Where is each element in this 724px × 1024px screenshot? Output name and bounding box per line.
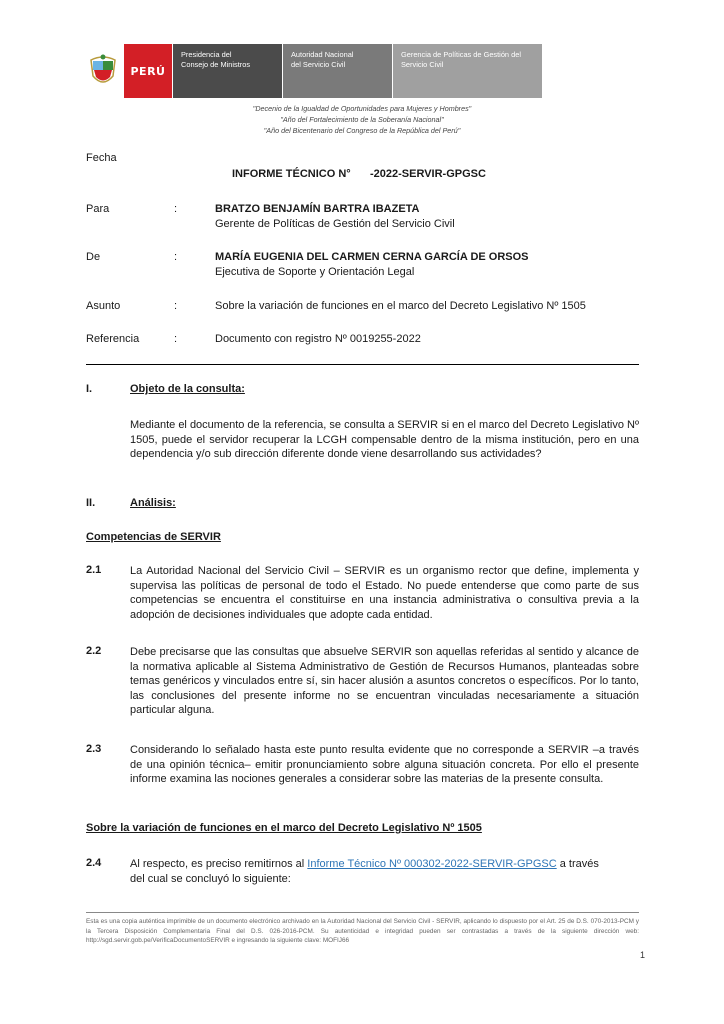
referencia-value: Documento con registro Nº 0019255-2022 bbox=[215, 333, 421, 345]
referencia-colon: : bbox=[174, 333, 178, 345]
para-2-4 bbox=[130, 857, 639, 886]
section1-title: Objeto de la consulta: bbox=[130, 383, 245, 395]
asunto-label: Asunto bbox=[86, 300, 121, 312]
para-role: Gerente de Políticas de Gestión del Servicio Civil bbox=[215, 218, 455, 230]
para-name: BRATZO BENJAMÍN BARTRA IBAZETA bbox=[215, 203, 420, 215]
pcm-logo-box bbox=[172, 44, 282, 98]
para-colon: : bbox=[174, 203, 178, 215]
para-2-4-post: a través bbox=[556, 858, 599, 870]
asunto-colon: : bbox=[174, 300, 178, 312]
report-code: -2022-SERVIR-GPGSC bbox=[370, 168, 486, 180]
de-role: Ejecutiva de Soporte y Orientación Legal bbox=[215, 266, 415, 278]
divider-line bbox=[86, 364, 639, 365]
referencia-label: Referencia bbox=[86, 333, 140, 345]
motto-line-1: "Decenio de la Igualdad de Oportunidades para Mujeres y Hombres" bbox=[252, 104, 472, 113]
para-2-3-number: 2.3 bbox=[86, 743, 102, 755]
servir-line2: del Servicio Civil bbox=[291, 60, 346, 69]
subheading-variacion: Sobre la variación de funciones en el marco del Decreto Legislativo Nº 1505 bbox=[86, 822, 482, 834]
para-2-2-number: 2.2 bbox=[86, 645, 102, 657]
section2-number: II. bbox=[86, 497, 96, 509]
de-name: MARÍA EUGENIA DEL CARMEN CERNA GARCÍA DE ORSOS bbox=[215, 251, 529, 263]
gpgsc-line2: Servicio Civil bbox=[401, 60, 444, 69]
asunto-value: Sobre la variación de funciones en el marco del Decreto Legislativo Nº 1505 bbox=[215, 300, 586, 312]
para-2-1-number: 2.1 bbox=[86, 564, 102, 576]
motto-line-2: "Año del Fortalecimiento de la Soberanía Nacional" bbox=[280, 115, 444, 124]
fecha-label: Fecha bbox=[86, 152, 117, 164]
section1-number: I. bbox=[86, 383, 93, 395]
subheading-competencias: Competencias de SERVIR bbox=[86, 531, 221, 543]
page-number: 1 bbox=[640, 950, 646, 960]
section2-title: Análisis: bbox=[130, 497, 176, 509]
gpgsc-logo-box bbox=[392, 44, 542, 98]
de-label: De bbox=[86, 251, 101, 263]
motto-line-3: "Año del Bicentenario del Congreso de la República del Perú" bbox=[263, 126, 461, 135]
peru-logo: PERÚ bbox=[124, 44, 172, 98]
para-label: Para bbox=[86, 203, 110, 215]
servir-logo-box bbox=[282, 44, 392, 98]
report-title: INFORME TÉCNICO N° bbox=[232, 168, 351, 180]
para-2-2: Debe precisarse que las consultas que absuelve SERVIR son aquellas referidas al sentido y alcance de la normativa aplicable al Sistema Administrativo de Gestión de Recursos Humanos, planteadas sobre temas genéricos y vinculados entre sí, sin hacer alusión a asuntos concretos o específicos. Por lo tanto, las conclusiones del presente informe no se encuentran vinculadas necesariamente a situación particular alguna. bbox=[130, 646, 639, 716]
para-2-4-line2: del cual se concluyó lo siguiente: bbox=[130, 872, 291, 885]
de-colon: : bbox=[174, 251, 178, 263]
coat-of-arms-icon bbox=[86, 44, 120, 98]
informe-tecnico-link[interactable]: Informe Técnico Nº 000302-2022-SERVIR-GPGSC bbox=[307, 858, 557, 870]
para-2-4-number: 2.4 bbox=[86, 857, 102, 869]
header-logo-strip bbox=[86, 44, 542, 98]
servir-line1: Autoridad Nacional bbox=[291, 50, 354, 59]
footer-authenticity-note: Esta es una copia auténtica imprimible de un documento electrónico archivado en la Autoridad Nacional del Servicio Civil - SERVIR, aplicando lo dispuesto por el Art. 25 de D.S. 070-2013-PCM y la Tercera Disposición Complementaria Final del D.S. 026-2016-PCM. Su autenticidad e integridad pueden ser contrastadas a través de la siguiente dirección web: http://sgd.servir.gob.pe/VerificaDocumentoSERVIR e ingresando la siguiente clave: MOFIJ66 bbox=[86, 918, 639, 944]
section1-body: Mediante el documento de la referencia, se consulta a SERVIR si en el marco del Decreto Legislativo Nº 1505, puede el servidor recuperar la LCGH compensable dentro de la misma institución, pero en una dependencia y/o sub dirección diferente donde viene desarrollando sus actividades? bbox=[130, 419, 639, 460]
para-2-3: Considerando lo señalado hasta este punto resulta evidente que no corresponde a SERVIR –a través de una opinión técnica– emitir pronunciamiento sobre alguna situación concreta. Por ello el presente informe examina las nociones generales a considerar sobre las materias de la presente consulta. bbox=[130, 744, 639, 785]
pcm-line1: Presidencia del bbox=[181, 50, 232, 59]
para-2-4-pre: Al respecto, es preciso remitirnos al bbox=[130, 858, 308, 870]
pcm-line2: Consejo de Ministros bbox=[181, 60, 251, 69]
para-2-1: La Autoridad Nacional del Servicio Civil – SERVIR es un organismo rector que define, implementa y supervisa las políticas de personal de todo el Estado. No puede entenderse que como parte de sus competencias se encuentra el constituirse en una instancia administrativa o consultiva previa a la adopción de decisiones individuales que adopte cada entidad. bbox=[130, 565, 639, 621]
gpgsc-line1: Gerencia de Políticas de Gestión del bbox=[401, 50, 521, 59]
